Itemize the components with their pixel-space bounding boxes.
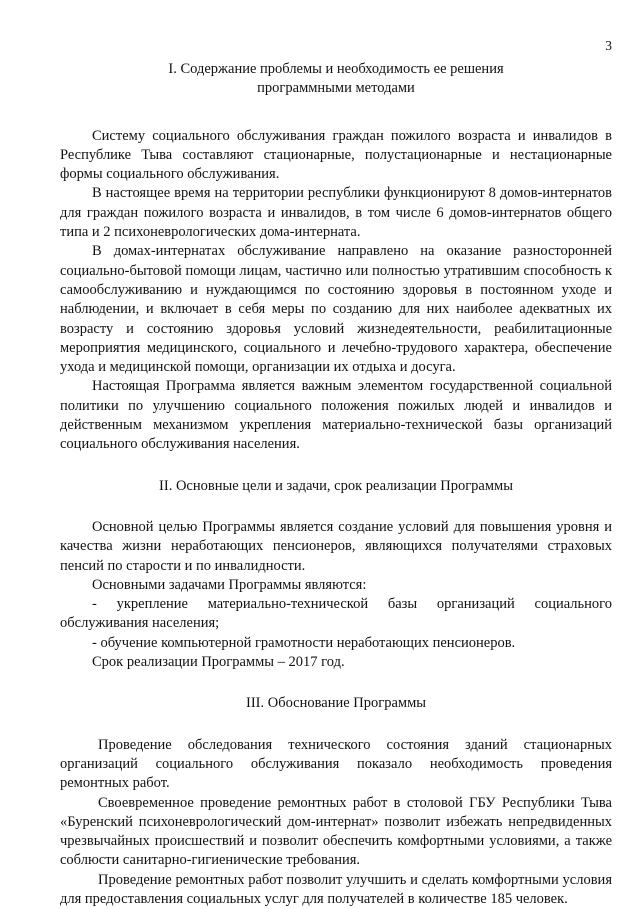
section1-title-line2: программными методами [257, 80, 415, 97]
section3-paragraph-2: Своевременное проведение ремонтных работ в столовой ГБУ Республики Тыва «Буренский психоневрологический дом-интернат» позволит избежать непредвиденных чрезвычайных происшествий и позволит обеспечить комфортными условиями, а также соблюсти санитарно-гигиенические требования. [60, 794, 612, 869]
section2-task-1: - укрепление материально-технической базы организаций социального обслуживания населения; [60, 596, 612, 632]
section2-tasks-intro: Основными задачами Программы являются: [92, 576, 367, 593]
section1-paragraph-4: Настоящая Программа является важным элементом государственной социальной политики по улучшению социального положения пожилых людей и инвалидов и действенным механизмом укрепления материально-технической базы организаций социального обслуживания населения. [60, 378, 612, 453]
section1-title-line1: I. Содержание проблемы и необходимость ее решения [168, 61, 504, 77]
section2-title: II. Основные цели и задачи, срок реализации Программы [159, 477, 513, 494]
section1-paragraph-2: В настоящее время на территории республики функционируют 8 домов-интернатов для граждан пожилого возраста и инвалидов, в том числе 6 домов-интернатов общего типа и 2 психоневрологических дома-интерната. [60, 185, 612, 241]
section1-paragraph-1: Систему социального обслуживания граждан пожилого возраста и инвалидов в Республике Тыва составляют стационарные, полустационарные и нестационарные формы социального обслуживания. [60, 127, 612, 183]
section3-title: III. Обоснование Программы [245, 695, 426, 712]
page-number: 3 [605, 38, 612, 53]
section3-paragraph-3: Проведение ремонтных работ позволит улучшить и сделать комфортными условия для предоставления социальных услуг для получателей в количестве 185 человек. [60, 871, 612, 907]
section2-goal: Основной целью Программы является создание условий для повышения уровня и качества жизни неработающих пенсионеров, являющихся получателями страховых пенсий по старости и по инвалидности. [60, 518, 612, 574]
section3-paragraph-1: Проведение обследования технического состояния зданий стационарных организаций социального обслуживания показало необходимость проведения ремонтных работ. [60, 736, 612, 792]
section1-paragraph-3: В домах-интернатах обслуживание направлено на оказание разносторонней социально-бытовой помощи лицам, частично или полностью утратившим способность к самообслуживанию и нуждающимся по состоянию здоровья в постоянном уходе и наблюдении, и включает в себя меры по созданию для них наиболее адекватных их возрасту и состоянию здоровья условий жизнедеятельности, реабилитационные мероприятия медицинского, социального и лечебно-трудового характера, обеспечение ухода и медицинской помощи, организации их отдыха и досуга. [60, 243, 612, 376]
section2-task-2: - обучение компьютерной грамотности неработающих пенсионеров. [92, 634, 516, 651]
section2-term: Срок реализации Программы – 2017 год. [92, 654, 345, 671]
